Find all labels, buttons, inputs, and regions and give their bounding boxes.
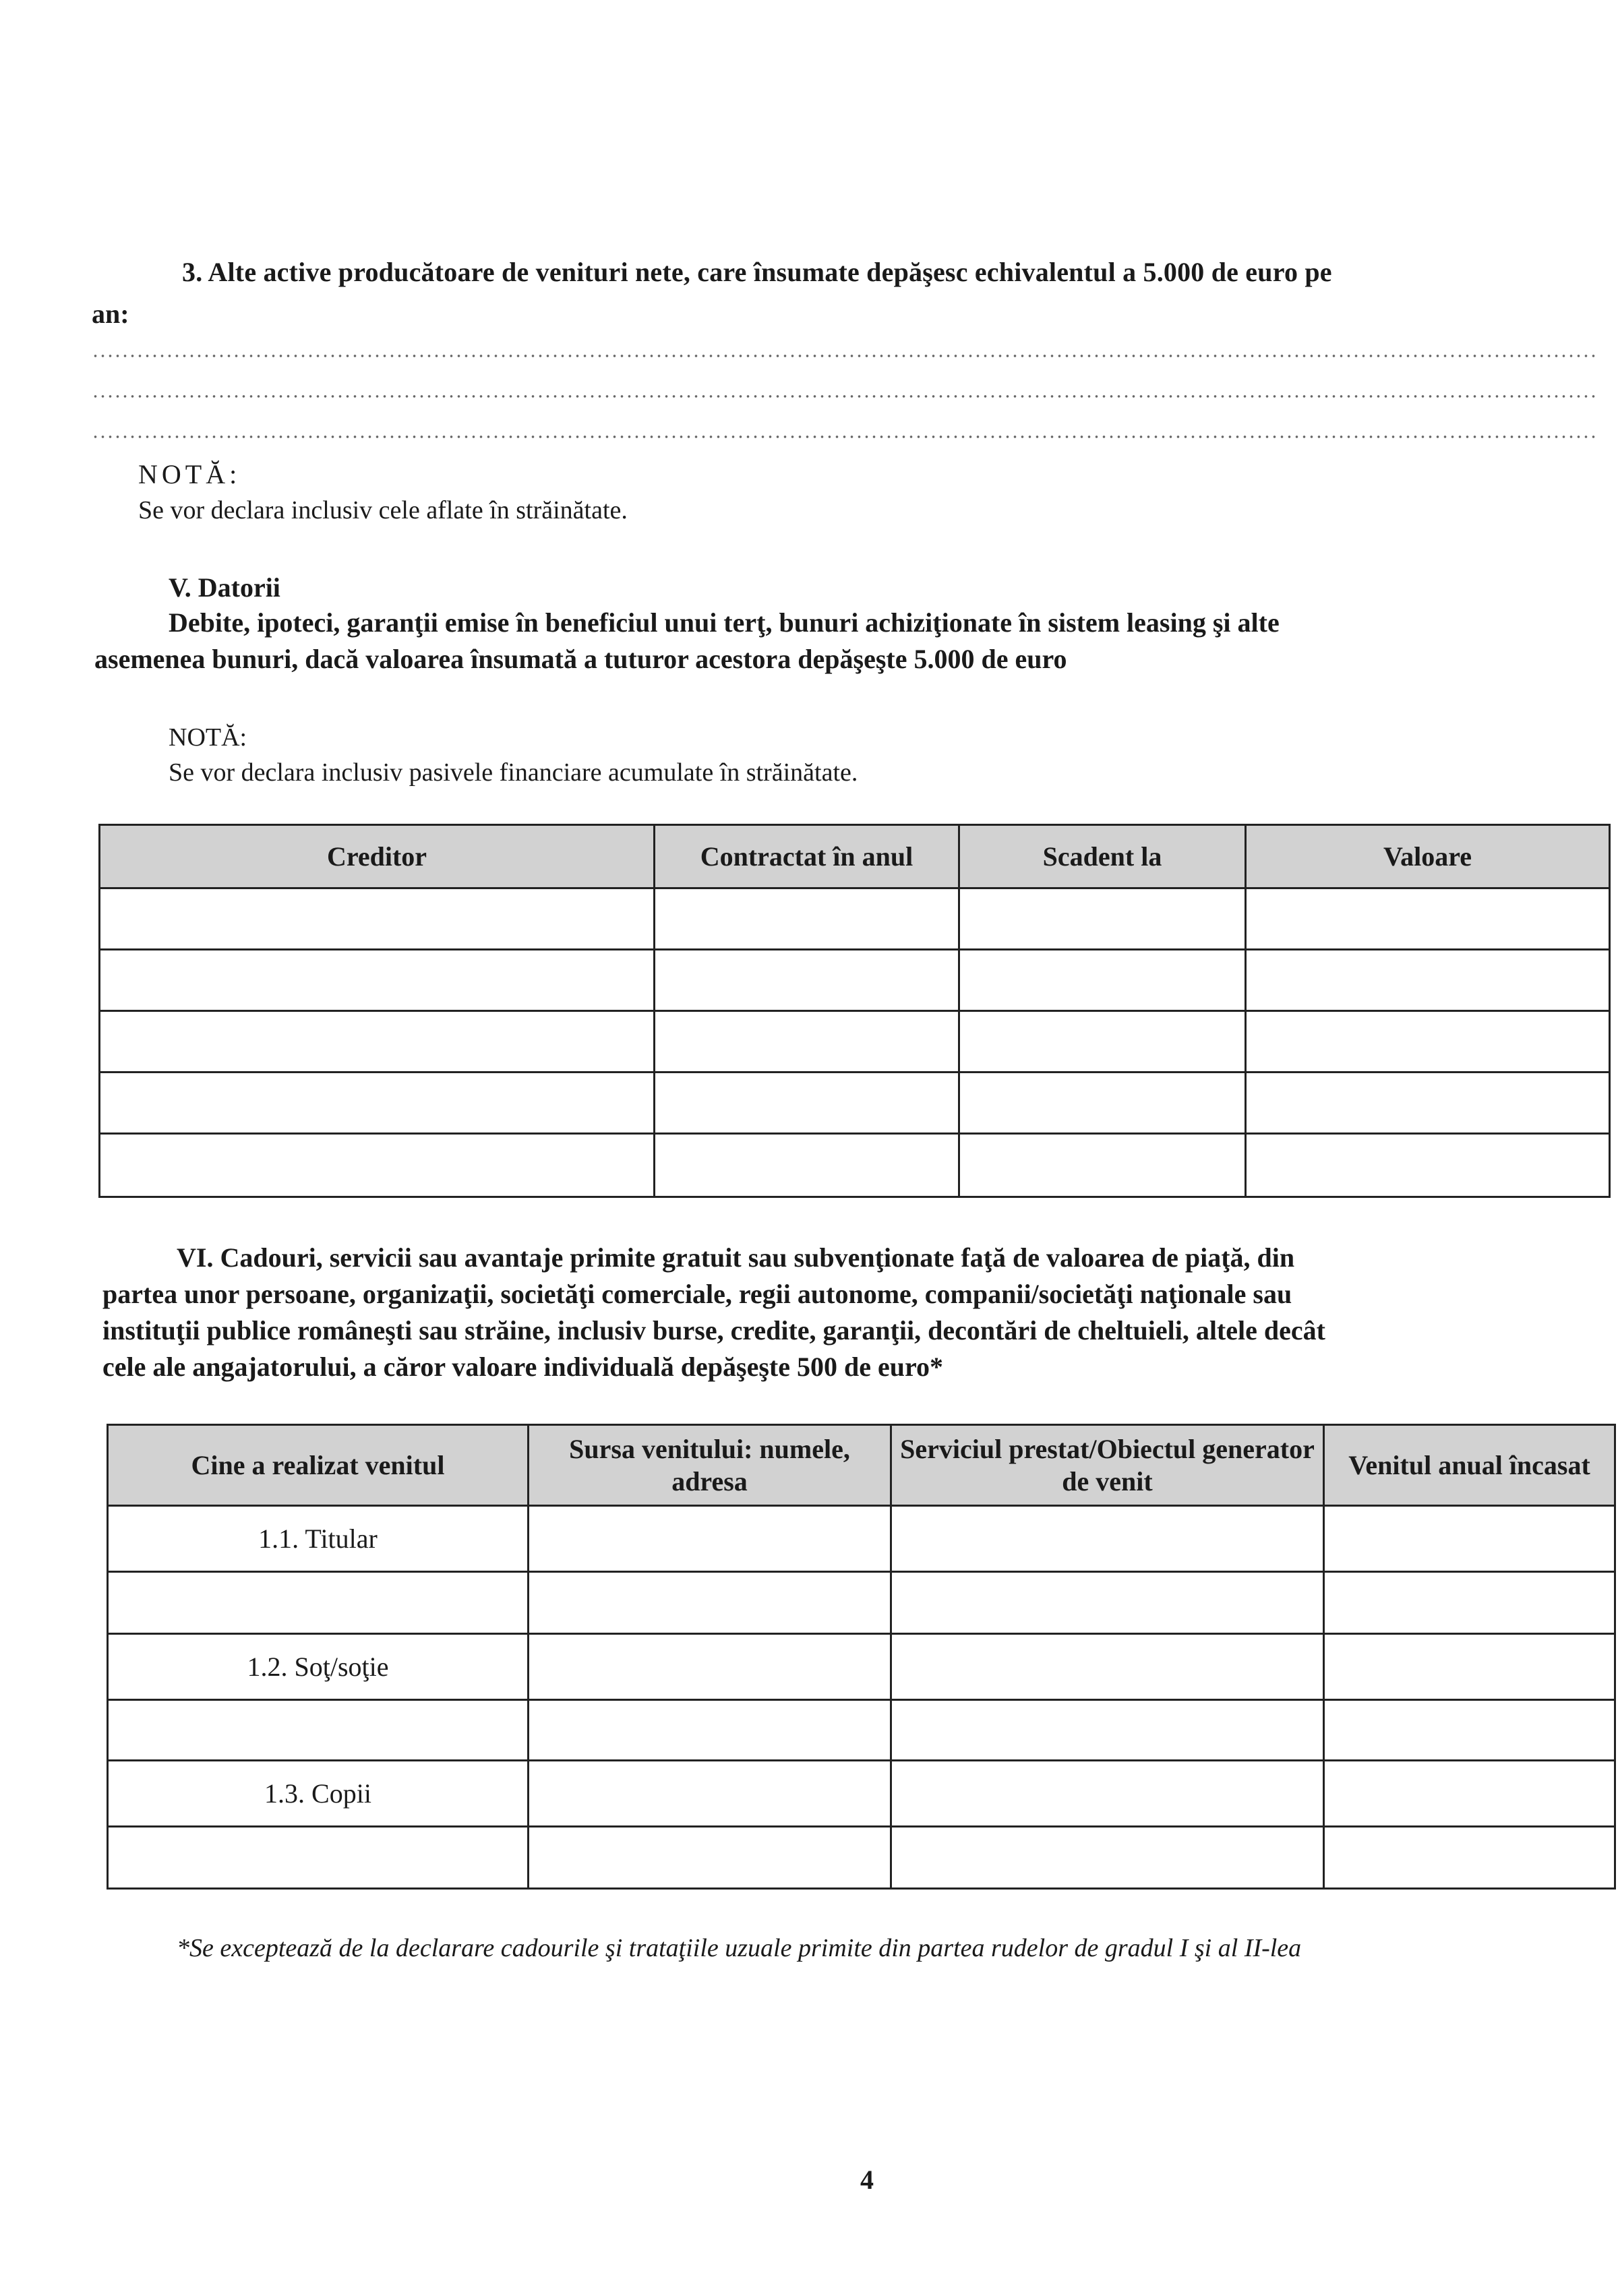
empty-cell[interactable]: [891, 1761, 1324, 1827]
empty-cell[interactable]: [655, 1011, 959, 1073]
empty-cell[interactable]: [100, 950, 655, 1011]
nota-label: NOTĂ:: [138, 459, 241, 489]
empty-cell[interactable]: [1324, 1572, 1615, 1634]
empty-cell[interactable]: [959, 1134, 1246, 1197]
empty-cell[interactable]: [959, 888, 1246, 950]
gifts-header-source: Sursa venitului: numele, adresa: [529, 1425, 891, 1506]
table-row: [108, 1572, 1615, 1634]
table-row: [100, 1134, 1610, 1197]
table-row: [100, 950, 1610, 1011]
empty-cell[interactable]: [529, 1572, 891, 1634]
table-row: [108, 1634, 1615, 1700]
empty-cell[interactable]: [529, 1634, 891, 1700]
nota-text: Se vor declara inclusiv cele aflate în străinătate.: [138, 496, 628, 524]
empty-cell[interactable]: [108, 1700, 529, 1761]
empty-cell[interactable]: [655, 1134, 959, 1197]
section-v-title: V. Datorii: [169, 572, 280, 603]
empty-cell[interactable]: [1246, 1134, 1610, 1197]
empty-cell[interactable]: [1324, 1506, 1615, 1572]
empty-cell[interactable]: [891, 1827, 1324, 1889]
row-label-titular: 1.1. Titular: [108, 1506, 529, 1572]
empty-cell[interactable]: [1246, 1073, 1610, 1134]
table-row: [100, 1073, 1610, 1134]
empty-cell[interactable]: [108, 1827, 529, 1889]
section-v-nota-text: Se vor declara inclusiv pasivele financiare acumulate în străinătate.: [169, 758, 858, 787]
section-vi-line3: instituţii publice româneşti sau străine, inclusiv burse, credite, garanţii, decontări de cheltuieli, altele decât: [102, 1315, 1325, 1346]
empty-cell[interactable]: [959, 1011, 1246, 1073]
table-row: [100, 1011, 1610, 1073]
empty-cell[interactable]: [529, 1700, 891, 1761]
assets-heading-line2: an:: [92, 299, 129, 329]
debts-header-creditor: Creditor: [100, 825, 655, 888]
debts-header-value: Valoare: [1246, 825, 1610, 888]
empty-cell[interactable]: [891, 1572, 1324, 1634]
empty-cell[interactable]: [1324, 1634, 1615, 1700]
empty-cell[interactable]: [891, 1506, 1324, 1572]
table-row: [100, 888, 1610, 950]
debts-header-contracted-year: Contractat în anul: [655, 825, 959, 888]
table-row: [108, 1761, 1615, 1827]
section-v-nota-label: NOTĂ:: [169, 723, 247, 752]
row-label-children: 1.3. Copii: [108, 1761, 529, 1827]
debts-header-due-date: Scadent la: [959, 825, 1246, 888]
empty-cell[interactable]: [891, 1634, 1324, 1700]
empty-cell[interactable]: [1324, 1827, 1615, 1889]
empty-cell[interactable]: [1246, 1011, 1610, 1073]
empty-cell[interactable]: [529, 1506, 891, 1572]
empty-cell[interactable]: [529, 1827, 891, 1889]
empty-cell[interactable]: [100, 1134, 655, 1197]
empty-cell[interactable]: [108, 1572, 529, 1634]
dotted-fill-line: [92, 435, 1596, 439]
empty-cell[interactable]: [100, 1011, 655, 1073]
empty-cell[interactable]: [529, 1761, 891, 1827]
gifts-header-service: Serviciul prestat/Obiectul generator de venit: [891, 1425, 1324, 1506]
gifts-table: [107, 1424, 1616, 1890]
footnote: *Se exceptează de la declarare cadourile şi trataţiile uzuale primite din partea rudelor de gradul I şi al II-lea: [177, 1934, 1302, 1962]
section-v-description-line1: Debite, ipoteci, garanţii emise în beneficiul unui terţ, bunuri achiziţionate în sistem leasing şi alte: [169, 607, 1280, 638]
debts-table: [98, 824, 1611, 1198]
empty-cell[interactable]: [100, 888, 655, 950]
gifts-header-annual-income: Venitul anual încasat: [1324, 1425, 1615, 1506]
empty-cell[interactable]: [959, 950, 1246, 1011]
empty-cell[interactable]: [891, 1700, 1324, 1761]
empty-cell[interactable]: [655, 1073, 959, 1134]
empty-cell[interactable]: [100, 1073, 655, 1134]
empty-cell[interactable]: [1246, 950, 1610, 1011]
section-v-description-line2: asemenea bunuri, dacă valoarea însumată a tuturor acestora depăşeşte 5.000 de euro: [94, 644, 1067, 674]
dotted-fill-line: [92, 354, 1596, 358]
empty-cell[interactable]: [1246, 888, 1610, 950]
section-vi-line4: cele ale angajatorului, a căror valoare individuală depăşeşte 500 de euro*: [102, 1352, 943, 1382]
table-row: [108, 1827, 1615, 1889]
dotted-fill-line: [92, 394, 1596, 398]
page-number: 4: [860, 2165, 874, 2195]
assets-heading-line1: 3. Alte active producătoare de venituri nete, care însumate depăşesc echivalentul a 5.000 de euro pe: [182, 257, 1332, 287]
empty-cell[interactable]: [655, 950, 959, 1011]
table-row: [108, 1506, 1615, 1572]
gifts-header-who: Cine a realizat venitul: [108, 1425, 529, 1506]
section-vi-line1: VI. Cadouri, servicii sau avantaje primite gratuit sau subvenţionate faţă de valoarea de piaţă, din: [177, 1242, 1295, 1273]
section-vi-line2: partea unor persoane, organizaţii, societăţi comerciale, regii autonome, companii/societăţi naţionale sau: [102, 1279, 1292, 1309]
empty-cell[interactable]: [655, 888, 959, 950]
empty-cell[interactable]: [1324, 1761, 1615, 1827]
empty-cell[interactable]: [959, 1073, 1246, 1134]
empty-cell[interactable]: [1324, 1700, 1615, 1761]
row-label-spouse: 1.2. Soţ/soţie: [108, 1634, 529, 1700]
table-row: [108, 1700, 1615, 1761]
